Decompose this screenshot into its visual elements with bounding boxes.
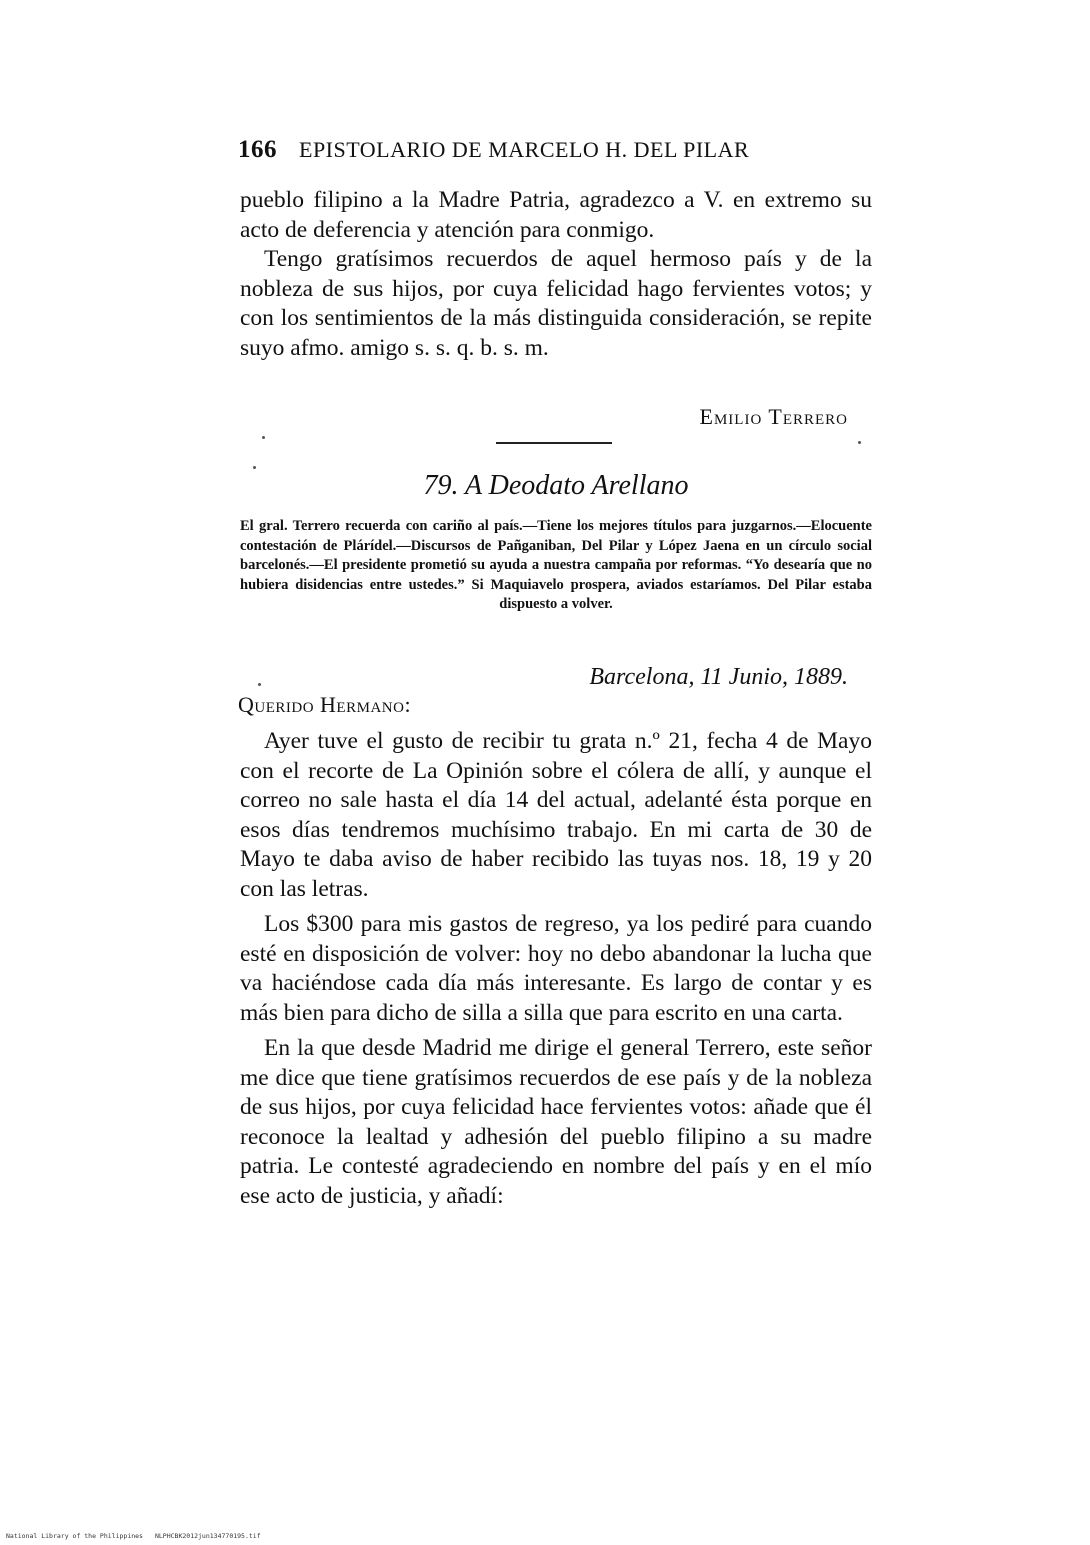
letter-paragraph: Ayer tuve el gusto de recibir tu grata n.º 21, fecha 4 de Mayo con el recorte de La Opinión sobre el cólera de allí, y aunque el correo no sale hasta el día 14 del actual, adelanté ésta porque en esos días tendremos muchísimo trabajo. En mi carta de 30 de Mayo te daba aviso de haber recibido las tuyas nos. 18, 19 y 20 con las letras. <box>240 728 872 902</box>
footer-library: National Library of the Philippines <box>6 1532 143 1540</box>
scan-speck <box>858 441 861 444</box>
scan-speck <box>253 466 256 469</box>
letter-paragraph: Los $300 para mis gastos de regreso, ya los pediré para cuando esté en disposición de volver: hoy no debo abandonar la lucha que va haciéndose cada día más interesante. Es largo de contar y es más bien para dicho de silla a silla que para escrito en una carta. <box>240 911 872 1026</box>
letter-dateline: Barcelona, 11 Junio, 1889. <box>589 664 848 690</box>
letter-title: 79. A Deodato Arellano <box>423 470 689 501</box>
letter-salutation: Querido Hermano: <box>238 692 412 717</box>
letter-paragraph: En la que desde Madrid me dirige el general Terrero, este señor me dice que tiene gratísimos recuerdos de ese país y de la nobleza de sus hijos, por cuya felicidad hace fervientes votos: añade que él reconoce la lealtad y adhesión del pueblo filipino a su madre patria. Le contesté agradeciendo en nombre del país y en el mío ese acto de justicia, y añadí: <box>240 1035 872 1209</box>
page-number: 166 <box>238 136 277 163</box>
scan-speck <box>258 683 261 686</box>
letter-summary: El gral. Terrero recuerda con cariño al país.—Tiene los mejores títulos para juzgarnos.—Elocuente contestación de Plárídel.—Discursos de Pañganiban, Del Pilar y López Jaena en un círculo social barcelonés.—El presidente prometió su ayuda a nuestra campaña por reformas. “Yo desearía que no hubiera disidencias entre ustedes.” Si Maquiavelo prospera, aviados estaríamos. Del Pilar estaba dispuesto a volver. <box>240 518 872 613</box>
scan-footer <box>6 1532 506 1540</box>
running-title: EPISTOLARIO DE MARCELO H. DEL PILAR <box>299 137 750 162</box>
scan-speck <box>262 436 265 439</box>
signature: Emilio Terrero <box>699 404 848 429</box>
footer-file-id: NLPHCBK2012jun134770195.tif <box>154 1532 261 1540</box>
page-header <box>238 136 878 164</box>
continuation-paragraph: pueblo filipino a la Madre Patria, agradezco a V. en extremo su acto de deferencia y atención para conmigo. <box>240 187 872 243</box>
continuation-text <box>240 186 872 363</box>
continuation-paragraph: Tengo gratísimos recuerdos de aquel hermoso país y de la nobleza de sus hijos, por cuya felicidad hago fervientes votos; y con los sentimientos de la más distinguida consideración, se repite suyo afmo. amigo s. s. q. b. s. m. <box>240 246 872 361</box>
letter-body <box>240 727 872 1211</box>
section-divider <box>496 442 612 444</box>
